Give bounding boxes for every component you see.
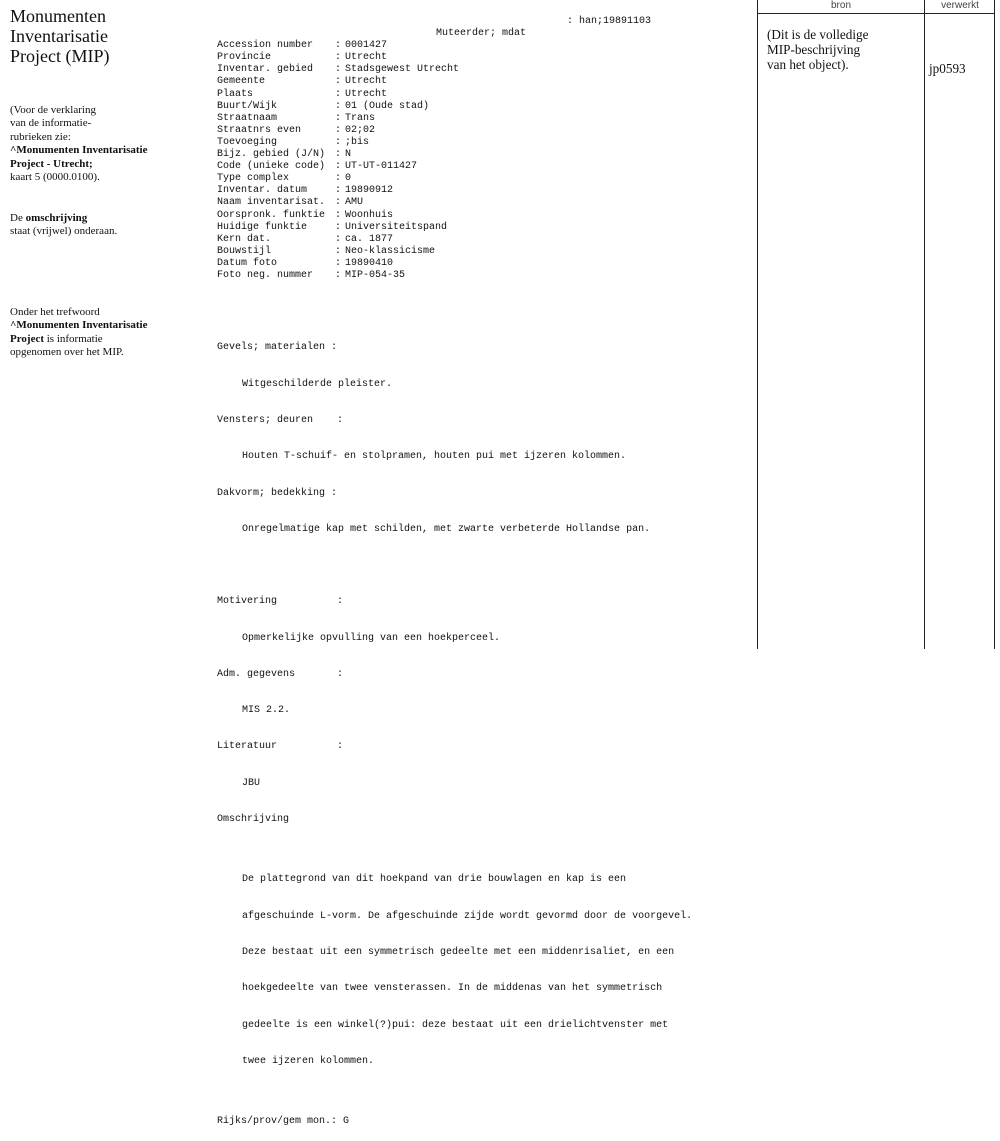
field-value: Neo-klassicisme: [345, 245, 436, 257]
field-label: Accession number: [217, 40, 314, 52]
omschrijving-line: De plattegrond van dit hoekpand van drie bouwlagen en kap is een: [242, 874, 627, 886]
document-title: [10, 6, 170, 66]
field-value: Universiteitspand: [345, 221, 448, 233]
field-separator: :: [335, 136, 342, 148]
field-value: Trans: [345, 112, 376, 124]
field-value: ca. 1877: [345, 233, 394, 245]
field-label: Buurt/Wijk: [217, 100, 278, 112]
note-line: Onder het trefwoord: [10, 306, 100, 318]
record-field-row: [217, 89, 692, 101]
field-label: Kern dat.: [217, 233, 272, 245]
note-reference: Project - Utrecht;: [10, 157, 93, 170]
field-label: Gemeente: [217, 76, 266, 88]
motivering-value: Opmerkelijke opvulling van een hoekperceel.: [242, 632, 501, 644]
keyword-note: [10, 306, 185, 360]
omschrijving-line: twee ijzeren kolommen.: [242, 1055, 375, 1067]
record-field-row: [217, 210, 692, 222]
title-line: Inventarisatie: [10, 26, 108, 46]
field-separator: :: [335, 197, 342, 209]
omschrijving-line: afgeschuinde L-vorm. De afgeschuinde zijde wordt gevormd door de voorgevel.: [242, 910, 693, 922]
field-separator: :: [335, 173, 342, 185]
note-line: van de informatie-: [10, 117, 92, 130]
note-reference: ^Monumenten Inventarisatie: [10, 144, 148, 157]
record-field-row: [217, 101, 692, 113]
record-field-row: [217, 40, 692, 52]
field-label: Huidige funktie: [217, 221, 308, 233]
field-value: Woonhuis: [345, 209, 394, 221]
record-field-row: [217, 113, 692, 125]
mutator-value: : han;19891103: [567, 16, 652, 27]
field-separator: :: [335, 52, 342, 64]
rijks-value: G: [343, 1116, 350, 1128]
verwerkt-cell: jp0593: [929, 61, 966, 76]
field-value: 0: [345, 173, 352, 185]
note-line: (Voor de verklaring: [10, 104, 96, 116]
field-label: Code (unieke code): [217, 161, 326, 173]
field-value: Utrecht: [345, 52, 388, 64]
note-line: opgenomen over het MIP.: [10, 346, 124, 359]
record-field-row: [217, 52, 692, 64]
record-field-row: [217, 161, 692, 173]
rijks-field: [217, 1116, 692, 1128]
field-separator: :: [335, 88, 342, 100]
adm-value: MIS 2.2.: [242, 705, 291, 717]
note-reference: ^Monumenten Inventarisatie: [10, 319, 148, 332]
rijks-label: Rijks/prov/gem mon.:: [217, 1116, 338, 1128]
field-label: Datum foto: [217, 257, 278, 269]
field-separator: :: [335, 100, 342, 112]
note-line: [10, 333, 185, 346]
vensters-label: Vensters; deuren :: [217, 415, 344, 426]
field-label: Naam inventarisat.: [217, 197, 326, 209]
field-separator: :: [335, 185, 342, 197]
field-separator: :: [335, 257, 342, 269]
record-field-row: [217, 173, 692, 185]
note-emphasis: Project: [10, 332, 44, 345]
adm-label: Adm. gegevens :: [217, 668, 344, 680]
spacer: [217, 306, 692, 318]
field-value: UT-UT-011427: [345, 161, 418, 173]
gevels-value: Witgeschilderde pleister.: [242, 378, 393, 390]
field-value: AMU: [345, 197, 364, 209]
record-field-row: [217, 76, 692, 88]
explanation-note: [10, 104, 185, 184]
field-value: 19890912: [345, 185, 394, 197]
field-label: Toevoeging: [217, 136, 278, 148]
record-field-row: [217, 258, 692, 270]
field-separator: :: [335, 40, 342, 52]
field-value: MIP-054-35: [345, 269, 406, 281]
field-separator: :: [335, 124, 342, 136]
field-label: Foto neg. nummer: [217, 269, 314, 281]
field-separator: :: [335, 76, 342, 88]
field-label: Straatnaam: [217, 112, 278, 124]
omschrijving-label: Omschrijving: [217, 814, 290, 825]
field-value: Utrecht: [345, 88, 388, 100]
field-label: Straatnrs even: [217, 124, 302, 136]
record-field-row: [217, 222, 692, 234]
motivering-label: Motivering :: [217, 596, 344, 608]
title-line: Monumenten: [10, 6, 106, 26]
record-field-row: [217, 197, 692, 209]
omschrijving-line: Deze bestaat uit een symmetrisch gedeelte met een middenrisaliet, en een: [242, 947, 675, 959]
field-separator: :: [335, 112, 342, 124]
note-text: De: [10, 212, 26, 224]
record-field-row: [217, 185, 692, 197]
dakvorm-label: Dakvorm; bedekking :: [217, 487, 338, 499]
field-label: Plaats: [217, 88, 254, 100]
spacer: [217, 560, 692, 572]
field-separator: :: [335, 64, 342, 76]
verwerkt-column-header: verwerkt: [941, 0, 979, 11]
field-label: Inventar. datum: [217, 185, 308, 197]
title-line: Project (MIP): [10, 46, 110, 66]
field-value: N: [345, 149, 352, 161]
field-value: 19890410: [345, 257, 394, 269]
vensters-value: Houten T-schuif- en stolpramen, houten pui met ijzeren kolommen.: [242, 451, 627, 463]
field-separator: :: [335, 149, 342, 161]
mutator-label: Muteerder; mdat: [436, 28, 527, 40]
field-value: Stadsgewest Utrecht: [345, 64, 460, 76]
bron-cell: [767, 27, 917, 72]
field-value: ;bis: [345, 136, 370, 148]
record-field-row: [217, 125, 692, 137]
field-value: Utrecht: [345, 76, 388, 88]
bron-line: MIP-beschrijving: [767, 42, 861, 57]
gevels-label: Gevels; materialen :: [217, 342, 338, 354]
dakvorm-value: Onregelmatige kap met schilden, met zwarte verbeterde Hollandse pan.: [242, 523, 651, 535]
record-field-row: [217, 137, 692, 149]
bron-column-header: bron: [830, 0, 851, 11]
field-label: Inventar. gebied: [217, 64, 314, 76]
note-line: [10, 212, 185, 225]
bron-line: van het object).: [767, 57, 849, 72]
field-label: Bijz. gebied (J/N): [217, 149, 326, 161]
record-fields: [217, 40, 692, 282]
bron-line: (Dit is de volledige: [767, 27, 869, 42]
field-value: 02;02: [345, 124, 376, 136]
field-label: Bouwstijl: [217, 245, 272, 257]
literatuur-value: JBU: [242, 777, 261, 789]
table-divider: [757, 0, 758, 649]
record-field-row: [217, 270, 692, 282]
mip-record: [217, 16, 692, 1141]
table-header-rule: [757, 13, 995, 14]
field-separator: :: [335, 209, 342, 221]
note-emphasis: omschrijving: [25, 212, 88, 224]
field-label: Type complex: [217, 173, 290, 185]
field-separator: :: [335, 245, 342, 257]
note-line: rubrieken zie:: [10, 130, 71, 143]
note-text: is informatie: [44, 332, 103, 345]
omschrijving-text: [217, 850, 692, 1092]
field-label: Oorspronk. funktie: [217, 209, 326, 221]
field-separator: :: [335, 233, 342, 245]
table-divider: [924, 0, 925, 649]
field-label: Provincie: [217, 52, 272, 64]
note-line: kaart 5 (0000.0100).: [10, 171, 100, 184]
record-field-row: [217, 149, 692, 161]
field-separator: :: [335, 161, 342, 173]
field-separator: :: [335, 269, 342, 281]
note-line: staat (vrijwel) onderaan.: [10, 225, 118, 238]
record-field-row: [217, 64, 692, 76]
omschrijving-line: hoekgedeelte van twee vensterassen. In de middenas van het symmetrisch: [242, 983, 663, 995]
record-field-row: [217, 234, 692, 246]
field-value: 0001427: [345, 40, 388, 52]
record-field-row: [217, 246, 692, 258]
omschrijving-line: gedeelte is een winkel(?)pui: deze bestaat uit een drielichtvenster met: [242, 1019, 669, 1031]
literatuur-label: Literatuur :: [217, 741, 344, 753]
table-divider: [994, 0, 995, 649]
description-note: [10, 212, 185, 239]
field-value: 01 (Oude stad): [345, 100, 430, 112]
field-separator: :: [335, 221, 342, 233]
